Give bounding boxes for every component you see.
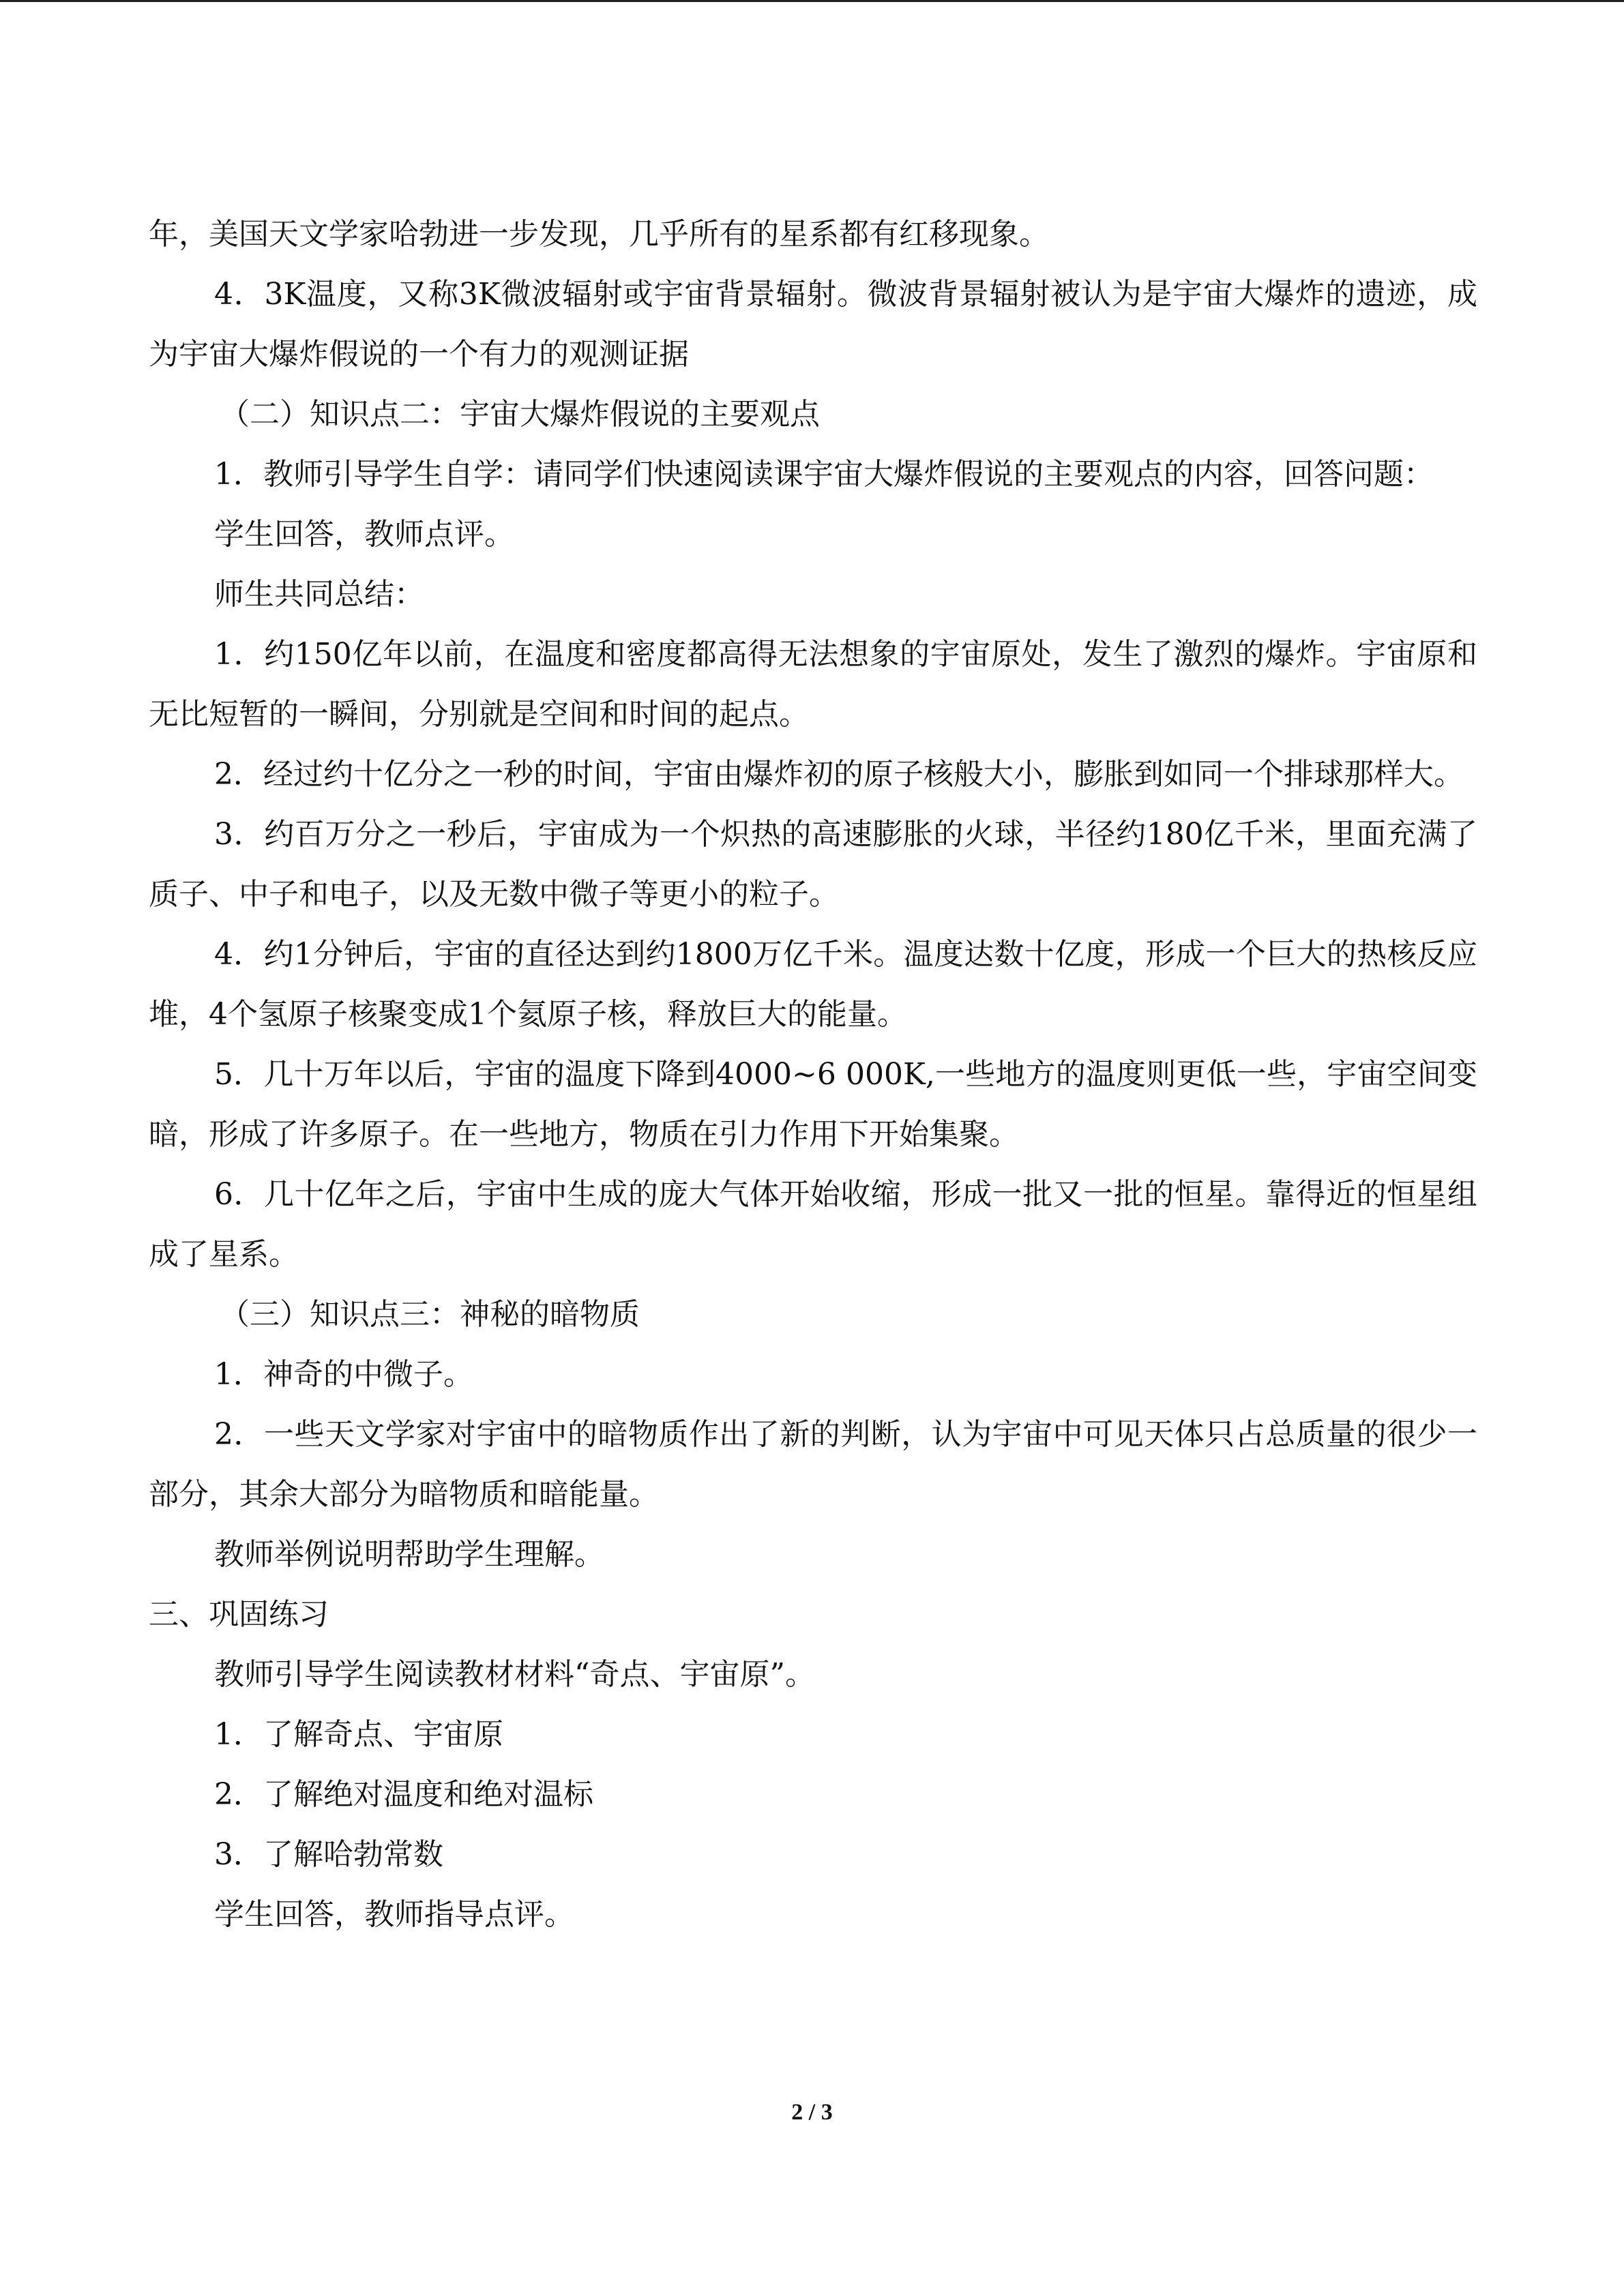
paragraph-practice-item-2: 2．了解绝对温度和绝对温标	[214, 1777, 593, 1812]
paragraph-practice-item-3: 3．了解哈勃常数	[214, 1837, 443, 1872]
paragraph-teacher-examples: 教师举例说明帮助学生理解。	[214, 1537, 604, 1572]
paragraph-teacher-guided-self-study: 1．教师引导学生自学：请同学们快速阅读课宇宙大爆炸假说的主要观点的内容，回答问题：	[214, 457, 1434, 492]
paragraph-dark-matter: 2．一些天文学家对宇宙中的暗物质作出了新的判断，认为宇宙中可见天体只占总质量的很少一部分，其余大部分为暗物质和暗能量。	[149, 1417, 1477, 1512]
section-heading-consolidation-practice: 三、巩固练习	[149, 1597, 329, 1632]
paragraph-read-materials: 教师引导学生阅读教材材料“奇点、宇宙原”。	[214, 1657, 815, 1692]
paragraph-neutrino: 1．神奇的中微子。	[214, 1357, 473, 1392]
paragraph-student-answer-guidance: 学生回答，教师指导点评。	[214, 1897, 574, 1932]
paragraph-3k-background-radiation: 4．3K温度，又称3K微波辐射或宇宙背景辐射。微波背景辐射被认为是宇宙大爆炸的遗迹，成为宇宙大爆炸假说的一个有力的观测证据	[149, 277, 1477, 372]
paragraph-summary-point-3: 3．约百万分之一秒后，宇宙成为一个炽热的高速膨胀的火球，半径约180亿千米，里面充满了质子、中子和电子，以及无数中微子等更小的粒子。	[149, 817, 1477, 912]
paragraph-practice-item-1: 1．了解奇点、宇宙原	[214, 1717, 503, 1752]
paragraph-summary-point-6: 6．几十亿年之后，宇宙中生成的庞大气体开始收缩，形成一批又一批的恒星。靠得近的恒星组成了星系。	[149, 1177, 1477, 1272]
section-heading-knowledge-point-2: （二）知识点二：宇宙大爆炸假说的主要观点	[220, 397, 820, 432]
paragraph-summary-point-1: 1．约150亿年以前，在温度和密度都高得无法想象的宇宙原处，发生了激烈的爆炸。宇宙原和无比短暂的一瞬间，分别就是空间和时间的起点。	[149, 637, 1477, 732]
paragraph-student-answer-teacher-review: 学生回答，教师点评。	[214, 517, 514, 552]
paragraph-summary-point-2: 2．经过约十亿分之一秒的时间，宇宙由爆炸初的原子核般大小，膨胀到如同一个排球那样大。	[214, 757, 1464, 792]
page-top-border	[0, 0, 1624, 2]
paragraph-redshift-discovery: 年，美国天文学家哈勃进一步发现，几乎所有的星系都有红移现象。	[149, 217, 1049, 252]
paragraph-summary-point-4: 4．约1分钟后，宇宙的直径达到约1800万亿千米。温度达数十亿度，形成一个巨大的热核反应堆，4个氢原子核聚变成1个氦原子核，释放巨大的能量。	[149, 937, 1477, 1032]
section-heading-knowledge-point-3: （三）知识点三：神秘的暗物质	[220, 1297, 640, 1332]
paragraph-summary-point-5: 5．几十万年以后，宇宙的温度下降到4000~6 000K,一些地方的温度则更低一些，宇宙空间变暗，形成了许多原子。在一些地方，物质在引力作用下开始集聚。	[149, 1057, 1477, 1152]
document-body	[149, 205, 1477, 1945]
paragraph-joint-summary-label: 师生共同总结：	[214, 577, 424, 612]
page-number: 2 / 3	[791, 2100, 833, 2125]
